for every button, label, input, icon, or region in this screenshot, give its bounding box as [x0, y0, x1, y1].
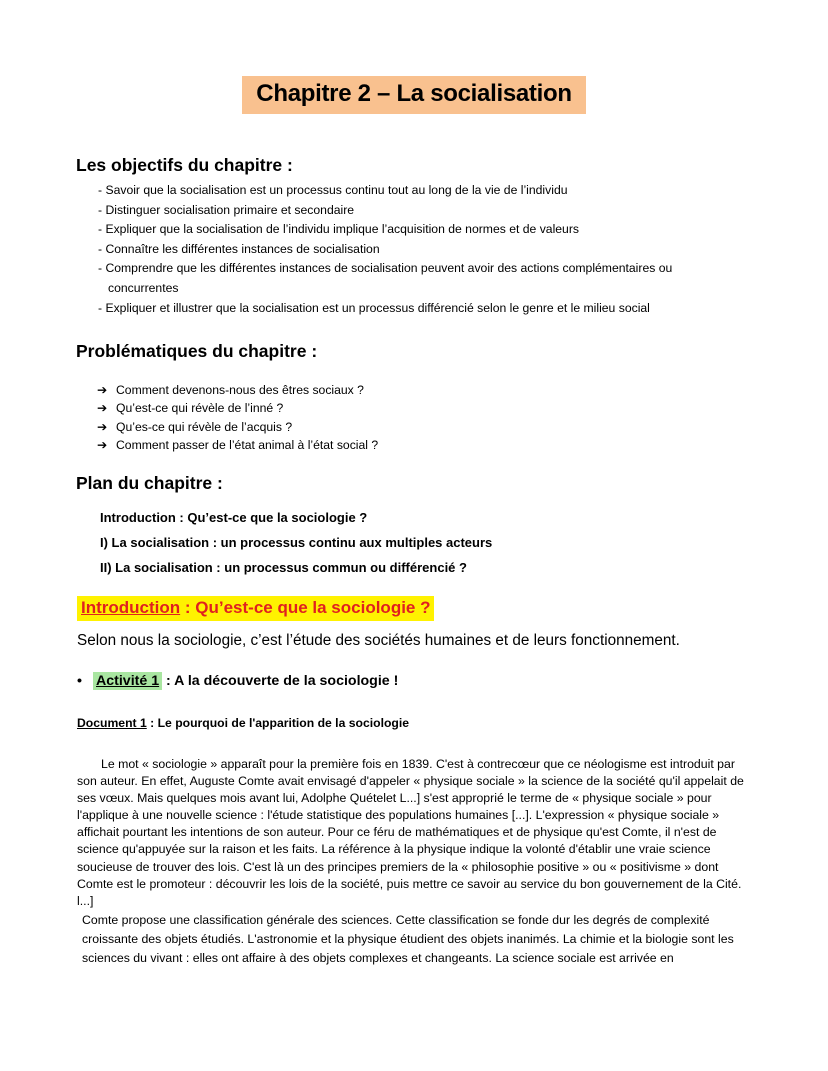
title-wrap [0, 76, 828, 114]
problems-heading: Problématiques du chapitre : [76, 341, 318, 361]
problem-item [97, 399, 378, 417]
arrow-right-icon: ➔ [97, 401, 108, 416]
plan-item: I) La socialisation : un processus continu aux multiples acteurs [100, 535, 493, 550]
problem-item [97, 436, 378, 454]
problems-list [97, 381, 378, 455]
arrow-right-icon: ➔ [97, 419, 108, 434]
objective-item: - Comprendre que les différentes instances de socialisation peuvent avoir des actions complémentaires ou [98, 261, 673, 276]
introduction-label: Introduction [81, 598, 181, 617]
problem-text: Comment devenons-nous des êtres sociaux ? [116, 383, 364, 397]
plan-item: Introduction : Qu’est-ce que la sociologie ? [100, 510, 368, 525]
plan-item: II) La socialisation : un processus commun ou différencié ? [100, 560, 467, 575]
problem-item [97, 418, 378, 436]
arrow-right-icon: ➔ [97, 438, 108, 453]
problem-text: Comment passer de l’état animal à l’état social ? [116, 438, 379, 453]
arrow-right-icon: ➔ [97, 383, 108, 397]
document-title: : Le pourquoi de l'apparition de la sociologie [146, 716, 410, 730]
plan-list [100, 505, 492, 580]
document-label: Document 1 [77, 716, 147, 730]
objectives-heading: Les objectifs du chapitre : [76, 155, 293, 175]
bullet-icon: • [77, 673, 82, 689]
objectives-list [98, 181, 738, 318]
objective-item: - Expliquer et illustrer que la socialisation est un processus différencié selon le genre et le milieu social [98, 300, 650, 315]
objective-item-continuation: concurrentes [108, 280, 179, 295]
sociology-definition: Selon nous la sociologie, c’est l’étude des sociétés humaines et de leurs fonctionnement. [77, 632, 680, 649]
activity-title: : A la découverte de la sociologie ! [162, 673, 399, 689]
objective-item: - Distinguer socialisation primaire et secondaire [98, 202, 355, 217]
objective-item: - Expliquer que la socialisation de l’individu implique l’acquisition de normes et de valeurs [98, 222, 579, 237]
chapter-title: Chapitre 2 – La socialisation [242, 76, 585, 114]
document-paragraph: Le mot « sociologie » apparaît pour la première fois en 1839. C'est à contrecœur que ce néologisme est introduit par son auteur. En effet, Auguste Comte avait envisagé d'appeler « physique sociale » la science de la société qu'il appelait de ses vœux. Mais quelques mois avant lui, Adolphe Quételet L...] s'est approprié le terme de « physique sociale » pour l'applique à une nouvelle science : l'étude statistique des populations humaines [...]. L'expression « physique sociale » affichait pourtant les intentions de son auteur. Pour ce féru de mathématiques et de physique qu'est Comte, il n'est de science qu'appuyée sur la raison et les faits. La référence à la physique indique la volonté d'établir une vraie science soucieuse de trouver des lois. C'est là un des principes premiers de la « philosophie positive » ou « positivisme » dont Comte est le promoteur : découvrir les lois de la société, puis mettre ce savoir au service du bon gouvernement de la Cité. l...] [77, 757, 744, 908]
activity-heading [77, 673, 398, 689]
plan-heading: Plan du chapitre : [76, 473, 223, 493]
document-paragraph: Comte propose une classification générale des sciences. Cette classification se fonde dur les degrés de complexité croissante des objets étudiés. L'astronomie et la physique étudient des objets inanimés. La chimie et la biologie sont les sciences du vivant : elles ont affaire à des objets complexes et changeants. La science sociale est arrivée en [82, 912, 734, 965]
objective-item: - Savoir que la socialisation est un processus continu tout au long de la vie de l’individu [98, 183, 568, 197]
problem-item [97, 381, 378, 399]
problem-text: Qu’es-ce qui révèle de l’acquis ? [116, 419, 293, 434]
introduction-title: : Qu’est-ce que la sociologie ? [180, 598, 431, 617]
introduction-heading [77, 596, 434, 621]
problem-text: Qu’est-ce qui révèle de l’inné ? [116, 401, 284, 416]
document-heading [77, 716, 409, 730]
objective-item: - Connaître les différentes instances de socialisation [98, 241, 380, 256]
document-body [77, 756, 757, 968]
activity-tag: Activité 1 [93, 672, 162, 690]
